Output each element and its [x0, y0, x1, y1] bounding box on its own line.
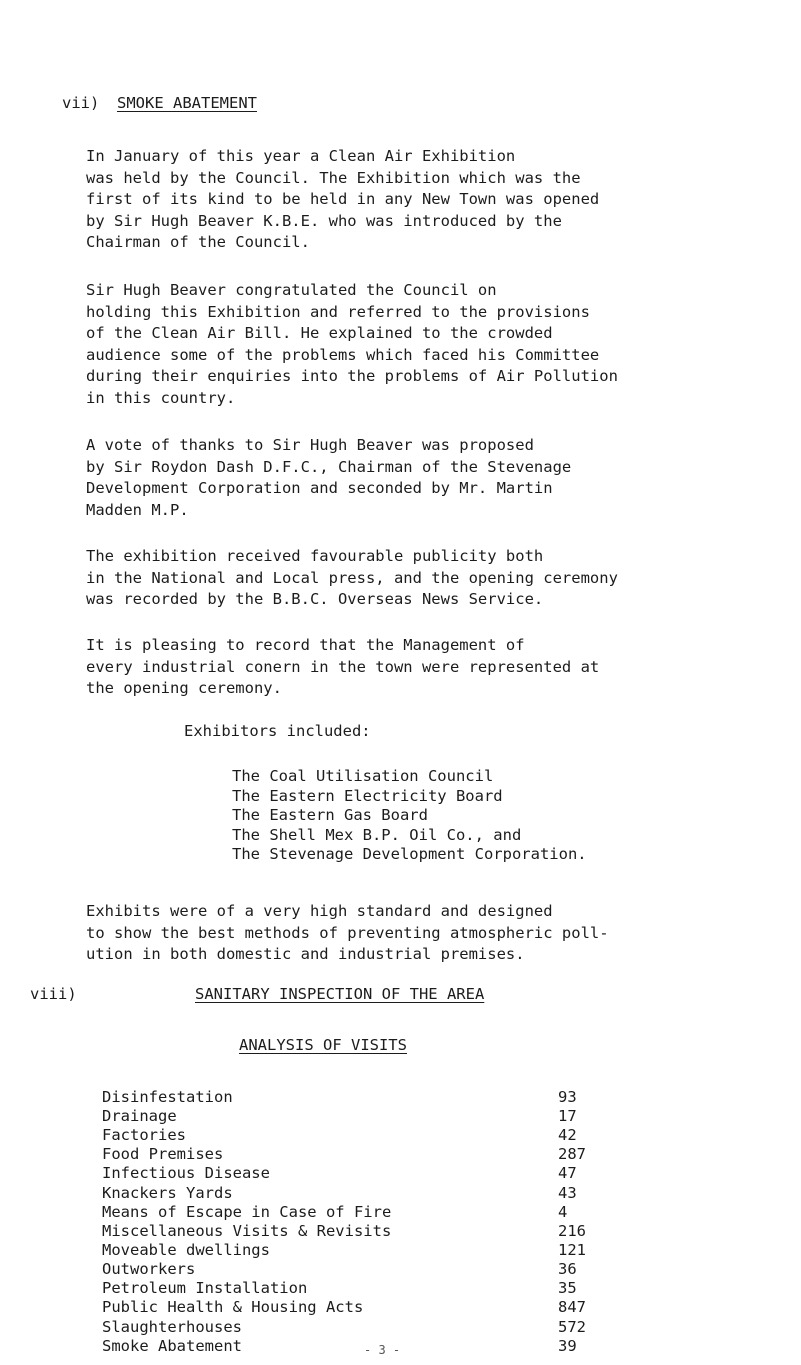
section-number-vii: vii) [62, 94, 100, 112]
table-row: Petroleum Installation 35 [102, 1279, 577, 1297]
subtitle-analysis-of-visits: ANALYSIS OF VISITS [239, 1036, 407, 1054]
table-row: Outworkers 36 [102, 1260, 577, 1278]
paragraph-management: It is pleasing to record that the Management of every industrial conern in the town were represented at the opening ceremony. [86, 636, 600, 697]
list-item: The Stevenage Development Corporation. [232, 845, 587, 863]
list-item: The Shell Mex B.P. Oil Co., and [232, 825, 522, 844]
section-title-smoke-abatement: SMOKE ABATEMENT [117, 94, 257, 112]
paragraph-publicity: The exhibition received favourable publicity both in the National and Local press, and the opening ceremony was recorded by the B.B.C. Overseas News Service. [86, 547, 618, 608]
table-row: Smoke Abatement 39 [102, 1337, 577, 1355]
list-item: The Eastern Gas Board [232, 806, 428, 824]
table-row: Food Premises 287 [102, 1145, 586, 1163]
table-row: Infectious Disease 47 [102, 1164, 577, 1182]
table-row: Moveable dwellings 121 [102, 1241, 586, 1259]
exhibitor-list [232, 767, 587, 865]
table-row: Factories 42 [102, 1126, 577, 1144]
list-item: The Coal Utilisation Council [232, 767, 494, 785]
paragraph-sir-hugh-beaver: Sir Hugh Beaver congratulated the Council on holding this Exhibition and referred to the provisions of the Clean Air Bill. He explained to the crowded audience some of the problems which faced his Committee during their enquiries into the problems of Air Pollution in this country. [86, 281, 618, 407]
table-row: Public Health & Housing Acts 847 [102, 1298, 586, 1316]
table-row: Means of Escape in Case of Fire 4 [102, 1203, 568, 1221]
paragraph-vote-of-thanks: A vote of thanks to Sir Hugh Beaver was proposed by Sir Roydon Dash D.F.C., Chairman of the Stevenage Development Corporation and seconded by Mr. Martin Madden M.P. [86, 436, 572, 519]
page-number: - 3 - [364, 1343, 401, 1357]
table-row: Slaughterhouses 572 [102, 1318, 586, 1336]
list-item: The Eastern Electricity Board [232, 786, 503, 805]
paragraph-exhibition: In January of this year a Clean Air Exhibition was held by the Council. The Exhibition which was the first of its kind to be held in any New Town was opened by Sir Hugh Beaver K.B.E. who was introduced by the Chairman of the Council. [86, 147, 600, 251]
table-row: Miscellaneous Visits & Revisits 216 [102, 1222, 586, 1240]
section-number-viii: viii) [30, 985, 77, 1003]
table-row: Drainage 17 [102, 1107, 577, 1125]
section-title-sanitary-inspection: SANITARY INSPECTION OF THE AREA [195, 985, 485, 1003]
table-row: Knackers Yards 43 [102, 1184, 577, 1202]
exhibitors-intro: Exhibitors included: [184, 722, 371, 740]
paragraph-exhibits: Exhibits were of a very high standard and designed to show the best methods of preventing atmospheric poll- ution in both domestic and industrial premises. [86, 902, 609, 963]
table-row: Disinfestation 93 [102, 1088, 577, 1106]
